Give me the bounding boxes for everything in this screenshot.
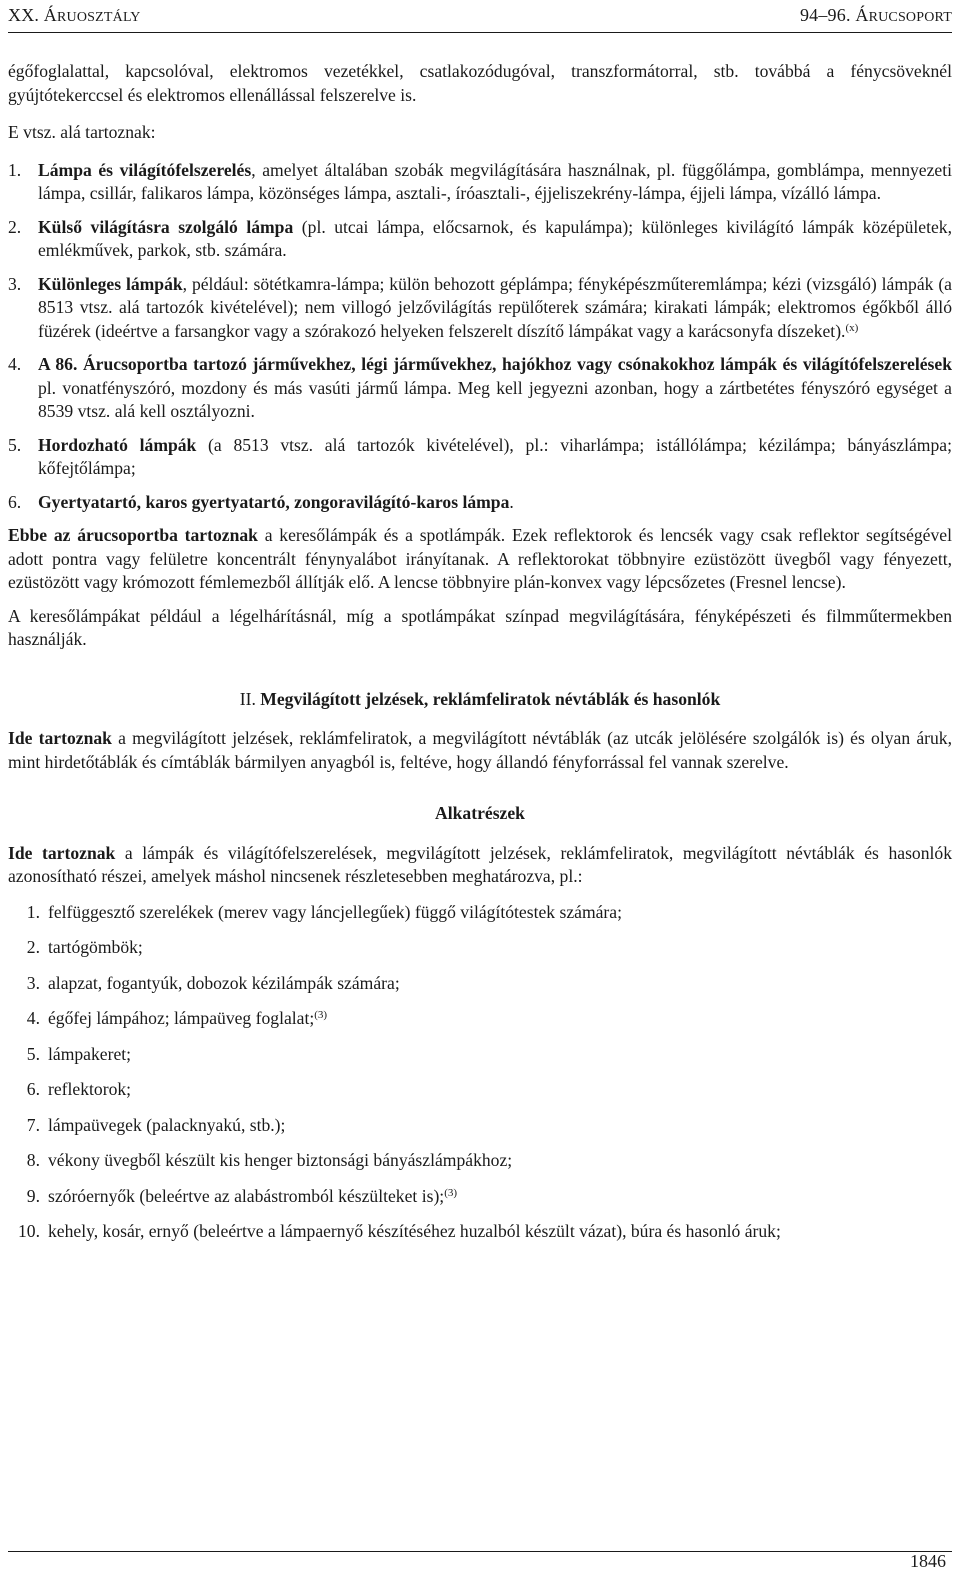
header-right: 94–96. ÁRUCSOPORT bbox=[799, 5, 952, 25]
page-number: 1846 bbox=[910, 1551, 946, 1571]
item-list bbox=[8, 159, 952, 515]
list-item: 3. alapzat, fogantyúk, dobozok kézilámpák számára; bbox=[26, 972, 400, 993]
list-item: 6. Gyertyatartó, karos gyertyatartó, zongoravilágító-karos lámpa. bbox=[8, 491, 514, 512]
evtsz-heading: E vtsz. alá tartoznak: bbox=[8, 122, 156, 142]
list-item: 1. felfüggesztő szerelékek (merev vagy láncjellegűek) függő világítótestek számára; bbox=[26, 901, 622, 922]
footnote-ref: (x) bbox=[845, 321, 859, 334]
list-item: 2. tartógömbök; bbox=[26, 937, 143, 957]
list-item: 4. égőfej lámpához; lámpaüveg foglalat;$^{(3)}$ bbox=[26, 1008, 328, 1028]
list-item: 9. szóróernyők (beleértve az alabástromból készülteket is);$^{(3)}$ bbox=[26, 1185, 458, 1206]
list-item: 4. A 86. Árucsoportba tartozó járművekhez, légi járművekhez, hajókhoz vagy csónakokhoz lámpák és világítófelszerelések pl. vonatfényszóró, mozdony és más vasúti jármű lámpa. Meg kell jegyezni azonban, hogy a zártbetétes fényszóró egységet a 8539 vtsz. alá kell osztályozni. bbox=[8, 354, 952, 421]
list-item: 1. Lámpa és világítófelszerelés, amelyet általában szobák megvilágítására használnak, pl. függőlámpa, gomblámpa, mennyezeti lámpa, csillár, falikaros lámpa, közönséges lámpa, asztali-, íróasztali-, éjjeliszekrény-lámpa, éjjeli lámpa, vízálló lámpa. bbox=[8, 159, 952, 203]
footnote-ref: (3) bbox=[314, 1009, 328, 1021]
paragraph-spotlights: Ebbe az árucsoportba tartoznak a keresőlámpák és a spotlámpák. Ezek reflektorok és lencsék vagy csak reflektor segítségével adott pontra vagy felületre koncentrált fénynyalábot irányítanak. A reflektorokat többnyire ezüstözött üvegből vagy fényezett, ezüstözött vagy krómozott fémlemezből állítják elő. A lencse többnyire plán-konvex vagy lépcsőzetes (Fresnel lencse). bbox=[8, 525, 952, 592]
list-item: 10. kehely, kosár, ernyő (beleértve a lámpaernyő készítéséhez huzalból készült vázat), búra és hasonló áruk; bbox=[18, 1221, 781, 1241]
footnote-ref: (3) bbox=[444, 1186, 458, 1199]
list-item: 5. lámpakeret; bbox=[26, 1043, 132, 1064]
running-header bbox=[8, 4, 952, 28]
paragraph-usage: A keresőlámpákat például a légelhárításnál, míg a spotlámpákat színpad megvilágítására, fényképészeti és filmműtermekben használják. bbox=[8, 605, 952, 649]
paragraph-parts: Ide tartoznak a lámpák és világítófelszerelések, megvilágított jelzések, reklámfeliratok, megvilágított névtáblák és hasonlók azonosítható részei, amelyek máshol nincsenek részletesebben meghatározva, pl.: bbox=[8, 842, 952, 886]
parts-heading: Alkatrészek bbox=[435, 803, 525, 823]
footer-rule bbox=[8, 1551, 952, 1552]
list-item: 3. Különleges lámpák, például: sötétkamra-lámpa; külön behozott géplámpa; fényképészműteremlámpa; kézi (vizsgáló) lámpák (a 8513 vtsz. alá tartozók kivételével); nem villogó jelzővilágítás repülőterek számára; kirakati lámpák; elektromos égőkből álló füzérek (ideértve a farsangkor vagy a szórakozó helyeken felszerelt díszítő lámpákat vagy a karácsonyfa díszeket).$^{(x)}$ bbox=[8, 273, 952, 341]
list-item: 7. lámpaüvegek (palacknyakú, stb.); bbox=[26, 1114, 286, 1135]
header-rule bbox=[8, 32, 952, 33]
list-item: 6. reflektorok; bbox=[26, 1079, 132, 1099]
parts-list bbox=[8, 901, 952, 1244]
list-item: 2. Külső világításra szolgáló lámpa (pl. utcai lámpa, előcsarnok, és kapulámpa); különleges kivilágító lámpák középületek, emlékművek, parkok, stb. számára. bbox=[8, 216, 952, 260]
list-item: 5. Hordozható lámpák (a 8513 vtsz. alá tartozók kivételével), pl.: viharlámpa; istállólámpa; kézilámpa; bányászlámpa; kőfejtőlámpa; bbox=[8, 434, 952, 478]
section-heading: II. Megvilágított jelzések, reklámfeliratok névtáblák és hasonlók bbox=[239, 688, 721, 709]
header-left: XX. ÁRUOSZTÁLY bbox=[8, 5, 141, 25]
paragraph-signs: Ide tartoznak a megvilágított jelzések, reklámfeliratok, a megvilágított névtáblák (az utcák jelölésére szolgálók is) és olyan áruk, mint hirdetőtáblák és címtáblák bármilyen anyagból is, feltéve, hogy állandó fényforrással fel vannak szerelve. bbox=[8, 728, 953, 772]
document-body bbox=[8, 60, 952, 1256]
intro-paragraph: égőfoglalattal, kapcsolóval, elektromos vezetékkel, csatlakozódugóval, transzformátorral, stb. továbbá a fénycsöveknél gyújtótekerccsel és elektromos ellenállással felszerelve is. bbox=[8, 61, 952, 105]
list-item: 8. vékony üvegből készült kis henger biztonsági bányászlámpákhoz; bbox=[26, 1150, 513, 1170]
